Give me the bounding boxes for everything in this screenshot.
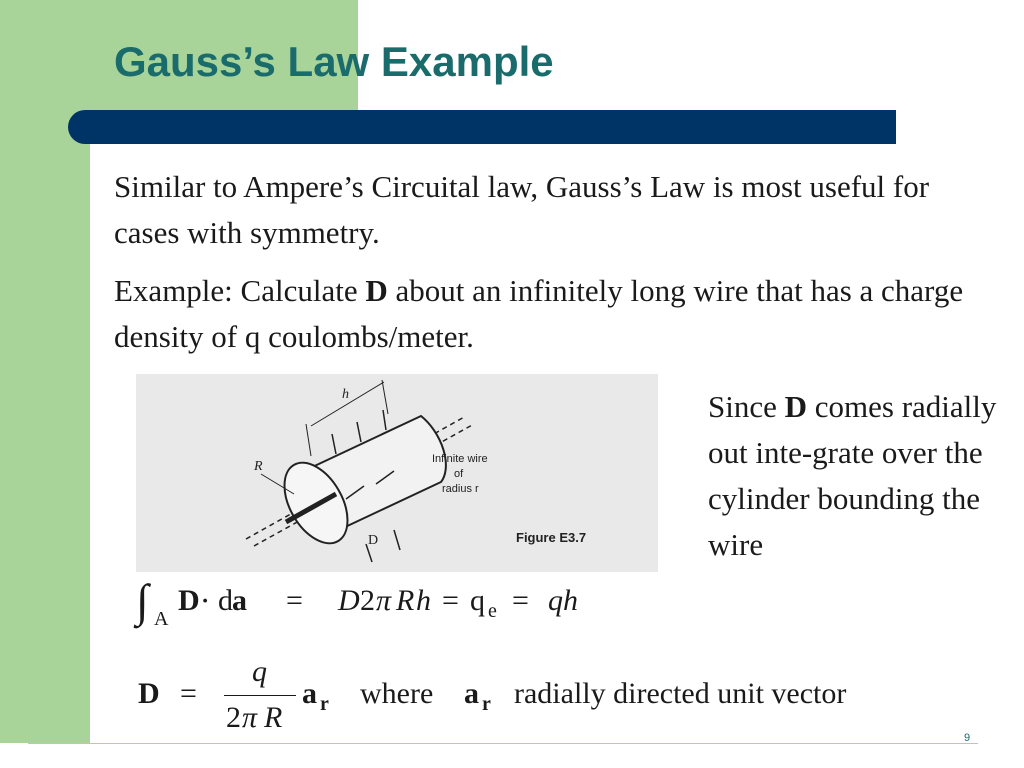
side-note-end: comes radially out inte-grate over the cylinder bounding the wire [708,389,997,562]
eq2-subscript-r2: r [482,693,491,715]
eq1-R: R [396,584,415,617]
figure-caption: Figure E3.7 [516,530,587,545]
label-wire-3: radius r [442,483,479,495]
eq1-subscript-e: e [488,600,497,622]
eq2-den-2: 2 [226,701,241,734]
label-wire-1: Infinite wire [432,453,488,465]
eq1-dot: ⋅ [200,585,211,618]
eq2-where: where [360,677,434,710]
eq2-den-pi: π [242,701,258,734]
eq1-D-italic: D [338,584,360,617]
integral-sign: ∫ [136,575,149,626]
slide-title: Gauss’s Law Example [114,38,554,85]
eq1-pi: π [376,584,392,617]
label-R: R [254,459,263,474]
label-wire-2: of [454,468,464,480]
eq1-a-bold: a [232,584,247,617]
page-number: 9 [964,732,971,744]
footer-divider [28,743,978,744]
gauss-integral-equation [136,575,656,638]
intro-paragraph: Similar to Ampere’s Circuital law, Gauss’s Law is most useful for cases with symmetry. [114,169,930,250]
integral-subscript-A: A [154,608,169,630]
eq2-numerator-q: q [252,655,267,688]
label-D: D [368,533,379,548]
eq2-D-bold: D [138,677,160,710]
eq2-a2-bold: a [464,677,479,710]
title-underline-bar [68,110,896,144]
example-text-start: Example: Calculate [114,273,366,308]
eq2-subscript-r: r [320,693,329,715]
cylinder-diagram [136,374,658,572]
eq2-description: radially directed unit vector [514,677,847,710]
fraction-bar [224,695,296,696]
eq1-h: h [416,584,431,617]
eq1-d: d [218,584,233,617]
eq1-equals-2: = [442,584,459,617]
field-result-equation [136,655,996,745]
label-h: h [342,387,349,402]
decorative-green-strip-lower [0,143,90,743]
eq2-a-bold: a [302,677,317,710]
side-note-bold-D: D [784,389,808,424]
example-bold-D: D [365,273,388,308]
eq2-equals: = [180,677,197,710]
eq1-equals-3: = [512,584,529,617]
eq2-den-R: R [264,701,283,734]
eq1-two: 2 [360,584,375,617]
example-text-end: about an infinitely long wire that has a charge density of q coulombs/meter. [114,273,964,354]
side-note-start: Since [708,389,785,424]
eq1-D-bold: D [178,584,200,617]
eq1-q: q [470,584,485,617]
eq1-qh: qh [548,584,578,617]
example-paragraph [114,268,974,360]
figure-cylinder-wire [136,374,658,572]
side-note [708,384,1008,568]
eq1-equals-1: = [286,584,303,617]
